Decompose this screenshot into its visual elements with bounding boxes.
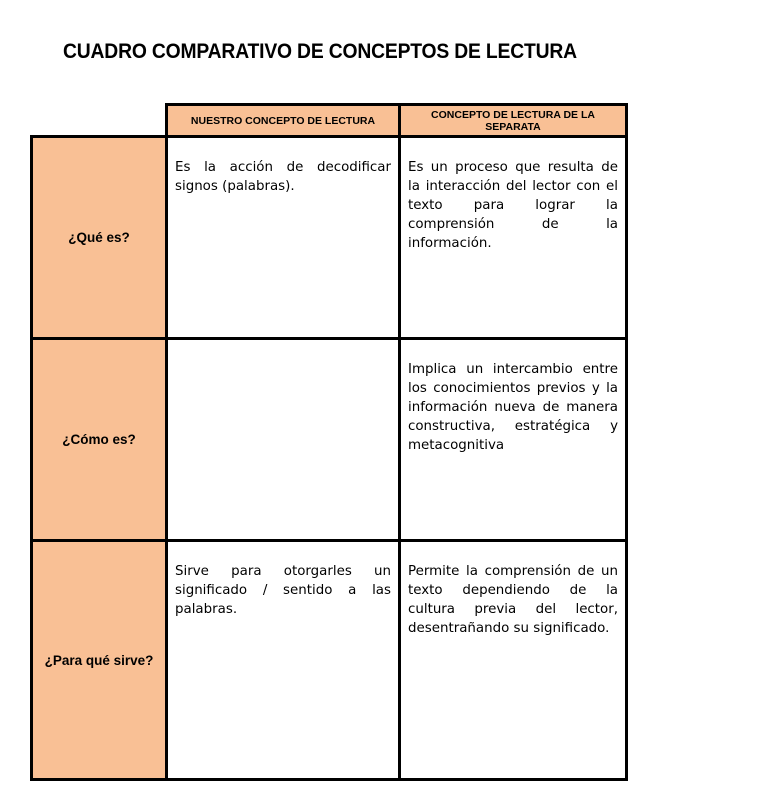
row-header-label: ¿Para qué sirve? xyxy=(44,652,154,668)
cell-text: Implica un intercambio entre los conocimientos previos y la información nueva de manera constructiva, estratégica y metacognitiva xyxy=(408,362,618,453)
cell-para-que-sirve-separata xyxy=(398,539,628,781)
column-header-label: NUESTRO CONCEPTO DE LECTURA xyxy=(190,114,376,127)
row-header-label: ¿Cómo es? xyxy=(62,432,136,447)
column-header-nuestro-concepto xyxy=(165,103,401,138)
row-header-label: ¿Qué es? xyxy=(68,230,130,245)
row-header-para-que-sirve xyxy=(30,539,168,781)
cell-para-que-sirve-nuestro xyxy=(165,539,401,781)
cell-text: Es un proceso que resulta de la interacción del lector con el texto para lograr la comprensión de la información. xyxy=(408,160,618,251)
cell-como-es-nuestro xyxy=(165,337,401,542)
row-header-que-es xyxy=(30,135,168,340)
cell-text: Es la acción de decodificar signos (palabras). xyxy=(175,160,391,194)
column-header-label: CONCEPTO DE LECTURA DE LA SEPARATA xyxy=(431,108,595,133)
cell-text: Permite la comprensión de un texto dependiendo de la cultura previa del lector, desentrañando su significado. xyxy=(408,564,618,636)
cell-que-es-nuestro xyxy=(165,135,401,340)
document-title: CUADRO COMPARATIVO DE CONCEPTOS DE LECTURA xyxy=(63,40,577,63)
cell-como-es-separata xyxy=(398,337,628,542)
row-header-como-es xyxy=(30,337,168,542)
column-header-concepto-separata xyxy=(398,103,628,138)
cell-que-es-separata xyxy=(398,135,628,340)
cell-text: Sirve para otorgarles un significado / sentido a las palabras. xyxy=(175,564,391,617)
